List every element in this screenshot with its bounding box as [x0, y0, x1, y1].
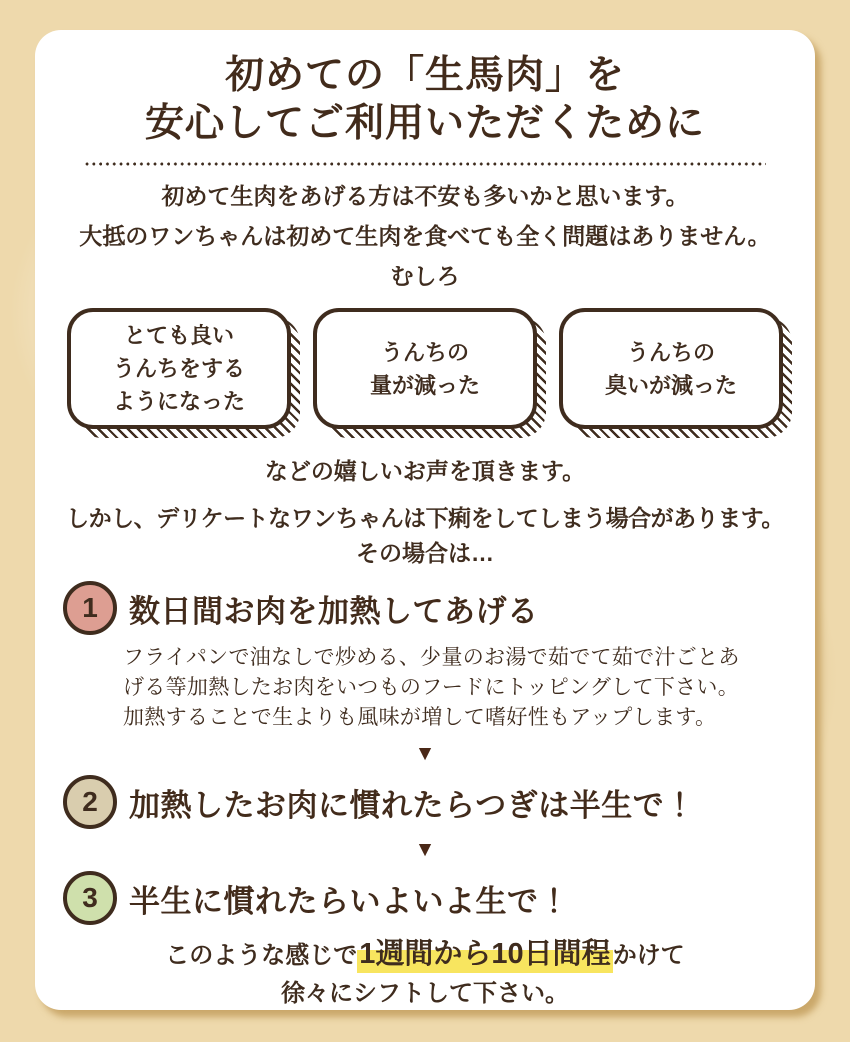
testimonial-row	[67, 308, 783, 439]
step-2	[63, 775, 815, 829]
intro-line: 初めて生肉をあげる方は不安も多いかと思います。	[161, 183, 689, 209]
page-title	[35, 52, 815, 148]
down-arrow-icon: ▼	[414, 838, 436, 861]
footer-suffix: かけて	[612, 942, 685, 969]
intro-line: むしろ	[390, 263, 460, 289]
step-2-number-badge: 2	[63, 775, 117, 829]
step-3-title: 半生に慣れたらいよいよ生で！	[129, 883, 570, 919]
testimonial-caption: などの嬉しいお声を頂きます。	[264, 458, 586, 484]
testimonial-text: 臭いが減った	[604, 372, 737, 398]
page-title-line2: 安心してご利用いただくために	[144, 102, 705, 145]
step-3-number-badge: 3	[63, 871, 117, 925]
testimonial-text: うんちの	[626, 339, 715, 365]
testimonial-bubble	[67, 308, 291, 429]
dotted-divider	[84, 162, 766, 166]
testimonial-bubble	[313, 308, 537, 429]
intro-line: 大抵のワンちゃんは初めて生肉を食べても全く問題はありません。	[79, 223, 771, 249]
step-3	[63, 871, 815, 925]
caution-paragraph	[35, 501, 815, 571]
testimonial-bubble	[559, 308, 783, 429]
page-title-line1: 初めての「生馬肉」を	[224, 54, 625, 97]
down-arrow-icon: ▼	[414, 742, 436, 765]
step-1-description-line: げる等加熱したお肉をいつものフードにトッピングして下さい。	[123, 676, 740, 699]
testimonial-text: とても良い	[123, 323, 234, 348]
step-1-description-line: フライパンで油なしで炒める、少量のお湯で茹でて茹で汁ごとあ	[123, 646, 740, 669]
testimonial-text: うんちの	[380, 339, 469, 365]
testimonial-text: うんちをする	[112, 356, 245, 381]
footer-line2: 徐々にシフトして下さい。	[281, 980, 569, 1007]
footer-note	[35, 935, 815, 1013]
intro-paragraph	[35, 176, 815, 296]
info-card	[35, 30, 815, 1010]
footer-prefix: このような感じで	[165, 942, 358, 969]
step-1-number-badge: 1	[63, 581, 117, 635]
testimonial-text: 量が減った	[369, 372, 480, 398]
caution-line2: その場合は…	[356, 540, 494, 566]
step-1-description-line: 加熱することで生よりも風味が増して嗜好性もアップします。	[123, 706, 717, 729]
caution-line1: しかし、デリケートなワンちゃんは下痢をしてしまう場合があります。	[66, 505, 784, 531]
footer-line1	[35, 935, 815, 975]
step-1	[63, 581, 815, 635]
step-1-description	[123, 643, 763, 733]
testimonial-text: ようになった	[112, 389, 245, 414]
footer-highlighted-duration: 1週間から10日間程	[357, 938, 612, 973]
step-1-title: 数日間お肉を加熱してあげる	[129, 593, 539, 629]
step-2-title: 加熱したお肉に慣れたらつぎは半生で！	[129, 787, 696, 823]
